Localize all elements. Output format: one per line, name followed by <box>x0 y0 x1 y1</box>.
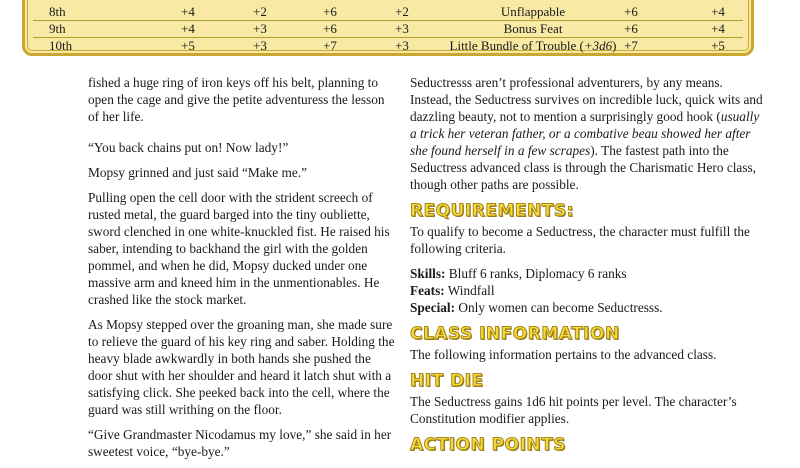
fort-save-cell: +2 <box>253 4 267 19</box>
hit-die-text: The Seductress gains 1d6 hit points per level. The character’s Constitution modifier applies. <box>410 394 737 426</box>
story-column <box>88 74 398 468</box>
defense-bonus-cell: +6 <box>624 4 638 19</box>
intro-paragraph: Seductresss aren’t professional adventurers, by any means. Instead, the Seductress survives on incredible luck, quick wits and dazzling beauty, not to mention a surprisingly good hook (usually a trick her veteran father, or a combative beau showed her after she found herself in a few scrapes). The fastest path into the Seductress advanced class is through the Charismatic Hero class, though other paths are possible. <box>410 75 763 192</box>
ref-save-cell: +6 <box>323 21 337 36</box>
feats-line: Feats: Windfall <box>410 283 495 298</box>
story-paragraph: As Mopsy stepped over the groaning man, she made sure to relieve the guard of his key ring and saber. Holding the heavy blade awkwardly in both hands she pushed the door shut with her shoulder and heard it latch shut with a satisfying click. She peeked back into the cell, where the guard was still writhing on the floor. <box>88 317 395 417</box>
table-row <box>33 37 743 54</box>
special-cell: Unflappable <box>500 4 566 19</box>
base-attack-cell: +4 <box>181 21 195 36</box>
story-paragraph: “Give Grandmaster Nicodamus my love,” she said in her sweetest voice, “bye-bye.” <box>88 427 392 459</box>
special-cell: Little Bundle of Trouble (+3d6) <box>449 38 617 53</box>
story-paragraph: fished a huge ring of iron keys off his belt, planning to open the cage and give the petite adventuress the lesson of her life. <box>88 75 385 124</box>
story-paragraph: Pulling open the cell door with the strident screech of rusted metal, the guard barged into the tiny oubliette, sword clenched in one white-knuckled fist. He raised his saber, intending to backhand the girl with the golden pommel, and when he did, Mopsy ducked under one massive arm and kneed him in the unmentionables. He crashed like the stock market. <box>88 190 390 307</box>
class-information-heading: CLASS INFORMATION <box>410 324 620 344</box>
fort-save-cell: +3 <box>253 21 267 36</box>
defense-bonus-cell: +7 <box>624 38 638 53</box>
requirements-text: To qualify to become a Seductress, the character must fulfill the following criteria. <box>410 224 750 256</box>
will-save-cell: +3 <box>395 38 409 53</box>
skills-line: Skills: Bluff 6 ranks, Diplomacy 6 ranks <box>410 266 627 281</box>
dice-text: +3d6 <box>583 38 613 53</box>
story-paragraph: “You back chains put on! Now lady!” <box>88 140 289 155</box>
level-cell: 8th <box>49 4 66 19</box>
base-attack-cell: +4 <box>181 4 195 19</box>
hit-die-heading: HIT DIE <box>410 371 484 391</box>
table-row <box>33 3 743 20</box>
class-progression-table <box>22 0 754 56</box>
action-points-heading: ACTION POINTS <box>410 435 566 455</box>
base-attack-cell: +5 <box>181 38 195 53</box>
will-save-cell: +2 <box>395 4 409 19</box>
level-cell: 10th <box>49 38 73 53</box>
will-save-cell: +3 <box>395 21 409 36</box>
level-cell: 9th <box>49 21 66 36</box>
ref-save-cell: +7 <box>323 38 337 53</box>
story-paragraph: Mopsy grinned and just said “Make me.” <box>88 165 307 180</box>
fort-save-cell: +3 <box>253 38 267 53</box>
special-line: Special: Only women can become Seductresss. <box>410 300 663 315</box>
ref-save-cell: +6 <box>323 4 337 19</box>
defense-bonus-cell: +6 <box>624 21 638 36</box>
requirements-heading: REQUIREMENTS: <box>410 201 574 221</box>
reputation-bonus-cell: +5 <box>711 38 725 53</box>
class-information-text: The following information pertains to the advanced class. <box>410 347 717 362</box>
reputation-bonus-cell: +4 <box>711 21 725 36</box>
special-cell: Bonus Feat <box>503 21 563 36</box>
table-row <box>33 20 743 38</box>
class-description-column <box>410 74 766 457</box>
reputation-bonus-cell: +4 <box>711 4 725 19</box>
